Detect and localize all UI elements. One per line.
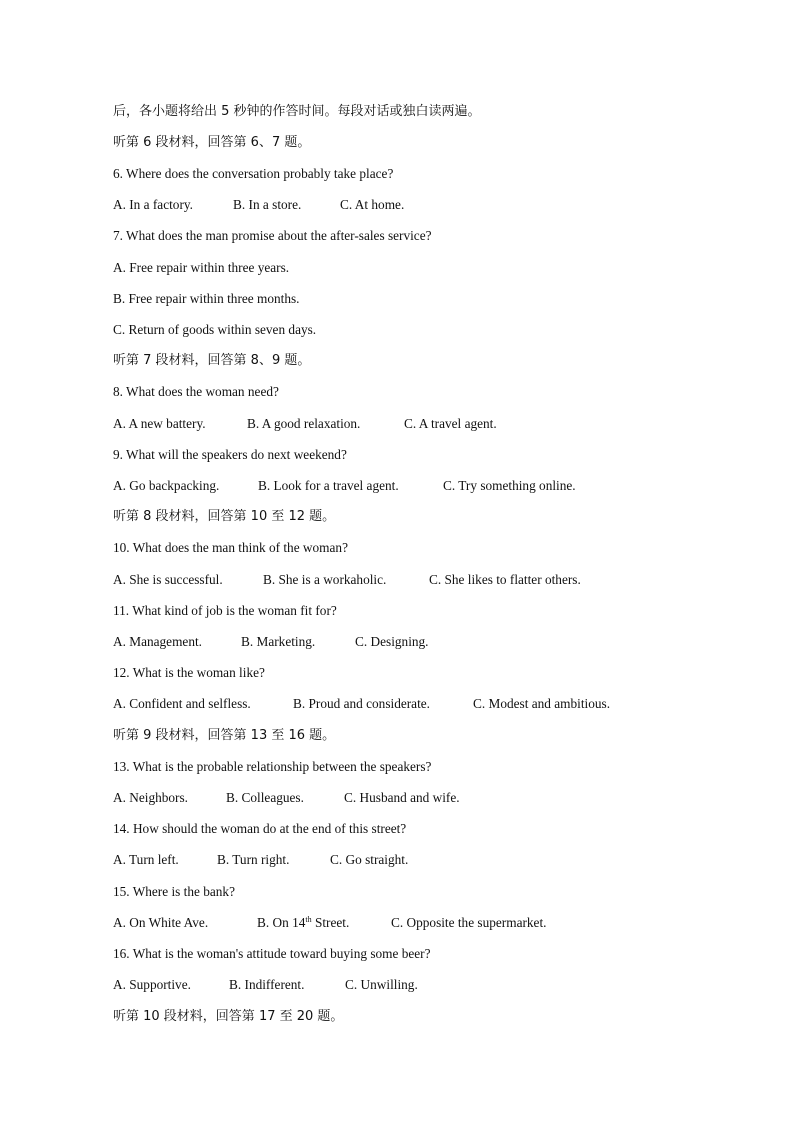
question-7-option-c: C. Return of goods within seven days. bbox=[113, 322, 317, 337]
section-heading-7: 听第 7 段材料，回答第 8、9 题。 bbox=[113, 353, 311, 368]
question-11-option-a: A. Management. bbox=[113, 634, 202, 649]
question-7-stem: 7. What does the man promise about the after-sales service? bbox=[113, 228, 432, 243]
question-15-option-b-tail: Street. bbox=[311, 915, 350, 930]
question-6-option-b: B. In a store. bbox=[233, 197, 302, 212]
question-14-option-a: A. Turn left. bbox=[113, 852, 179, 867]
question-13-option-a: A. Neighbors. bbox=[113, 790, 188, 805]
ordinal-suffix: th bbox=[305, 915, 312, 924]
question-9-options bbox=[113, 477, 576, 495]
question-16-option-c: C. Unwilling. bbox=[345, 977, 418, 992]
question-14-options bbox=[113, 851, 409, 869]
question-10-option-a: A. She is successful. bbox=[113, 572, 223, 587]
question-15-option-c: C. Opposite the supermarket. bbox=[391, 915, 547, 930]
question-6-options bbox=[113, 196, 405, 214]
question-15-option-a: A. On White Ave. bbox=[113, 915, 209, 930]
section-heading-6: 听第 6 段材料，回答第 6、7 题。 bbox=[113, 135, 311, 150]
question-12-option-c: C. Modest and ambitious. bbox=[473, 696, 611, 711]
question-11-option-c: C. Designing. bbox=[355, 634, 429, 649]
question-14-option-b: B. Turn right. bbox=[217, 852, 290, 867]
question-11-option-b: B. Marketing. bbox=[241, 634, 316, 649]
section-heading-9: 听第 9 段材料，回答第 13 至 16 题。 bbox=[113, 728, 336, 743]
question-12-stem: 12. What is the woman like? bbox=[113, 665, 265, 680]
question-13-options bbox=[113, 789, 460, 807]
intro-text: 后，各小题将给出 5 秒钟的作答时间。每段对话或独白读两遍。 bbox=[113, 104, 481, 119]
section-heading-10: 听第 10 段材料，回答第 17 至 20 题。 bbox=[113, 1009, 344, 1024]
question-13-option-c: C. Husband and wife. bbox=[344, 790, 460, 805]
question-8-option-b: B. A good relaxation. bbox=[247, 416, 361, 431]
question-10-option-c: C. She likes to flatter others. bbox=[429, 572, 581, 587]
question-9-option-c: C. Try something online. bbox=[443, 478, 576, 493]
question-11-stem: 11. What kind of job is the woman fit for? bbox=[113, 603, 337, 618]
question-15-options bbox=[113, 914, 547, 932]
question-13-option-b: B. Colleagues. bbox=[226, 790, 304, 805]
question-15-option-b-text: B. On 14 bbox=[257, 915, 306, 930]
question-12-option-a: A. Confident and selfless. bbox=[113, 696, 251, 711]
question-16-stem: 16. What is the woman's attitude toward buying some beer? bbox=[113, 946, 431, 961]
question-10-stem: 10. What does the man think of the woman? bbox=[113, 540, 348, 555]
question-16-options bbox=[113, 976, 418, 994]
question-9-option-a: A. Go backpacking. bbox=[113, 478, 220, 493]
question-9-option-b: B. Look for a travel agent. bbox=[258, 478, 399, 493]
question-8-stem: 8. What does the woman need? bbox=[113, 384, 279, 399]
question-6-option-c: C. At home. bbox=[340, 197, 405, 212]
question-10-option-b: B. She is a workaholic. bbox=[263, 572, 387, 587]
question-10-options bbox=[113, 571, 581, 589]
question-14-stem: 14. How should the woman do at the end of this street? bbox=[113, 821, 407, 836]
question-7-option-a: A. Free repair within three years. bbox=[113, 260, 290, 275]
question-8-options bbox=[113, 415, 497, 433]
question-12-options bbox=[113, 695, 611, 713]
question-15-stem: 15. Where is the bank? bbox=[113, 884, 235, 899]
question-11-options bbox=[113, 633, 429, 651]
question-8-option-a: A. A new battery. bbox=[113, 416, 206, 431]
question-6-stem: 6. Where does the conversation probably take place? bbox=[113, 166, 394, 181]
question-8-option-c: C. A travel agent. bbox=[404, 416, 497, 431]
question-14-option-c: C. Go straight. bbox=[330, 852, 409, 867]
question-15-option-b bbox=[257, 914, 349, 932]
question-16-option-a: A. Supportive. bbox=[113, 977, 191, 992]
question-13-stem: 13. What is the probable relationship between the speakers? bbox=[113, 759, 432, 774]
question-6-option-a: A. In a factory. bbox=[113, 197, 193, 212]
question-16-option-b: B. Indifferent. bbox=[229, 977, 305, 992]
question-12-option-b: B. Proud and considerate. bbox=[293, 696, 431, 711]
question-9-stem: 9. What will the speakers do next weekend? bbox=[113, 447, 347, 462]
section-heading-8: 听第 8 段材料，回答第 10 至 12 题。 bbox=[113, 509, 336, 524]
question-7-option-b: B. Free repair within three months. bbox=[113, 291, 300, 306]
